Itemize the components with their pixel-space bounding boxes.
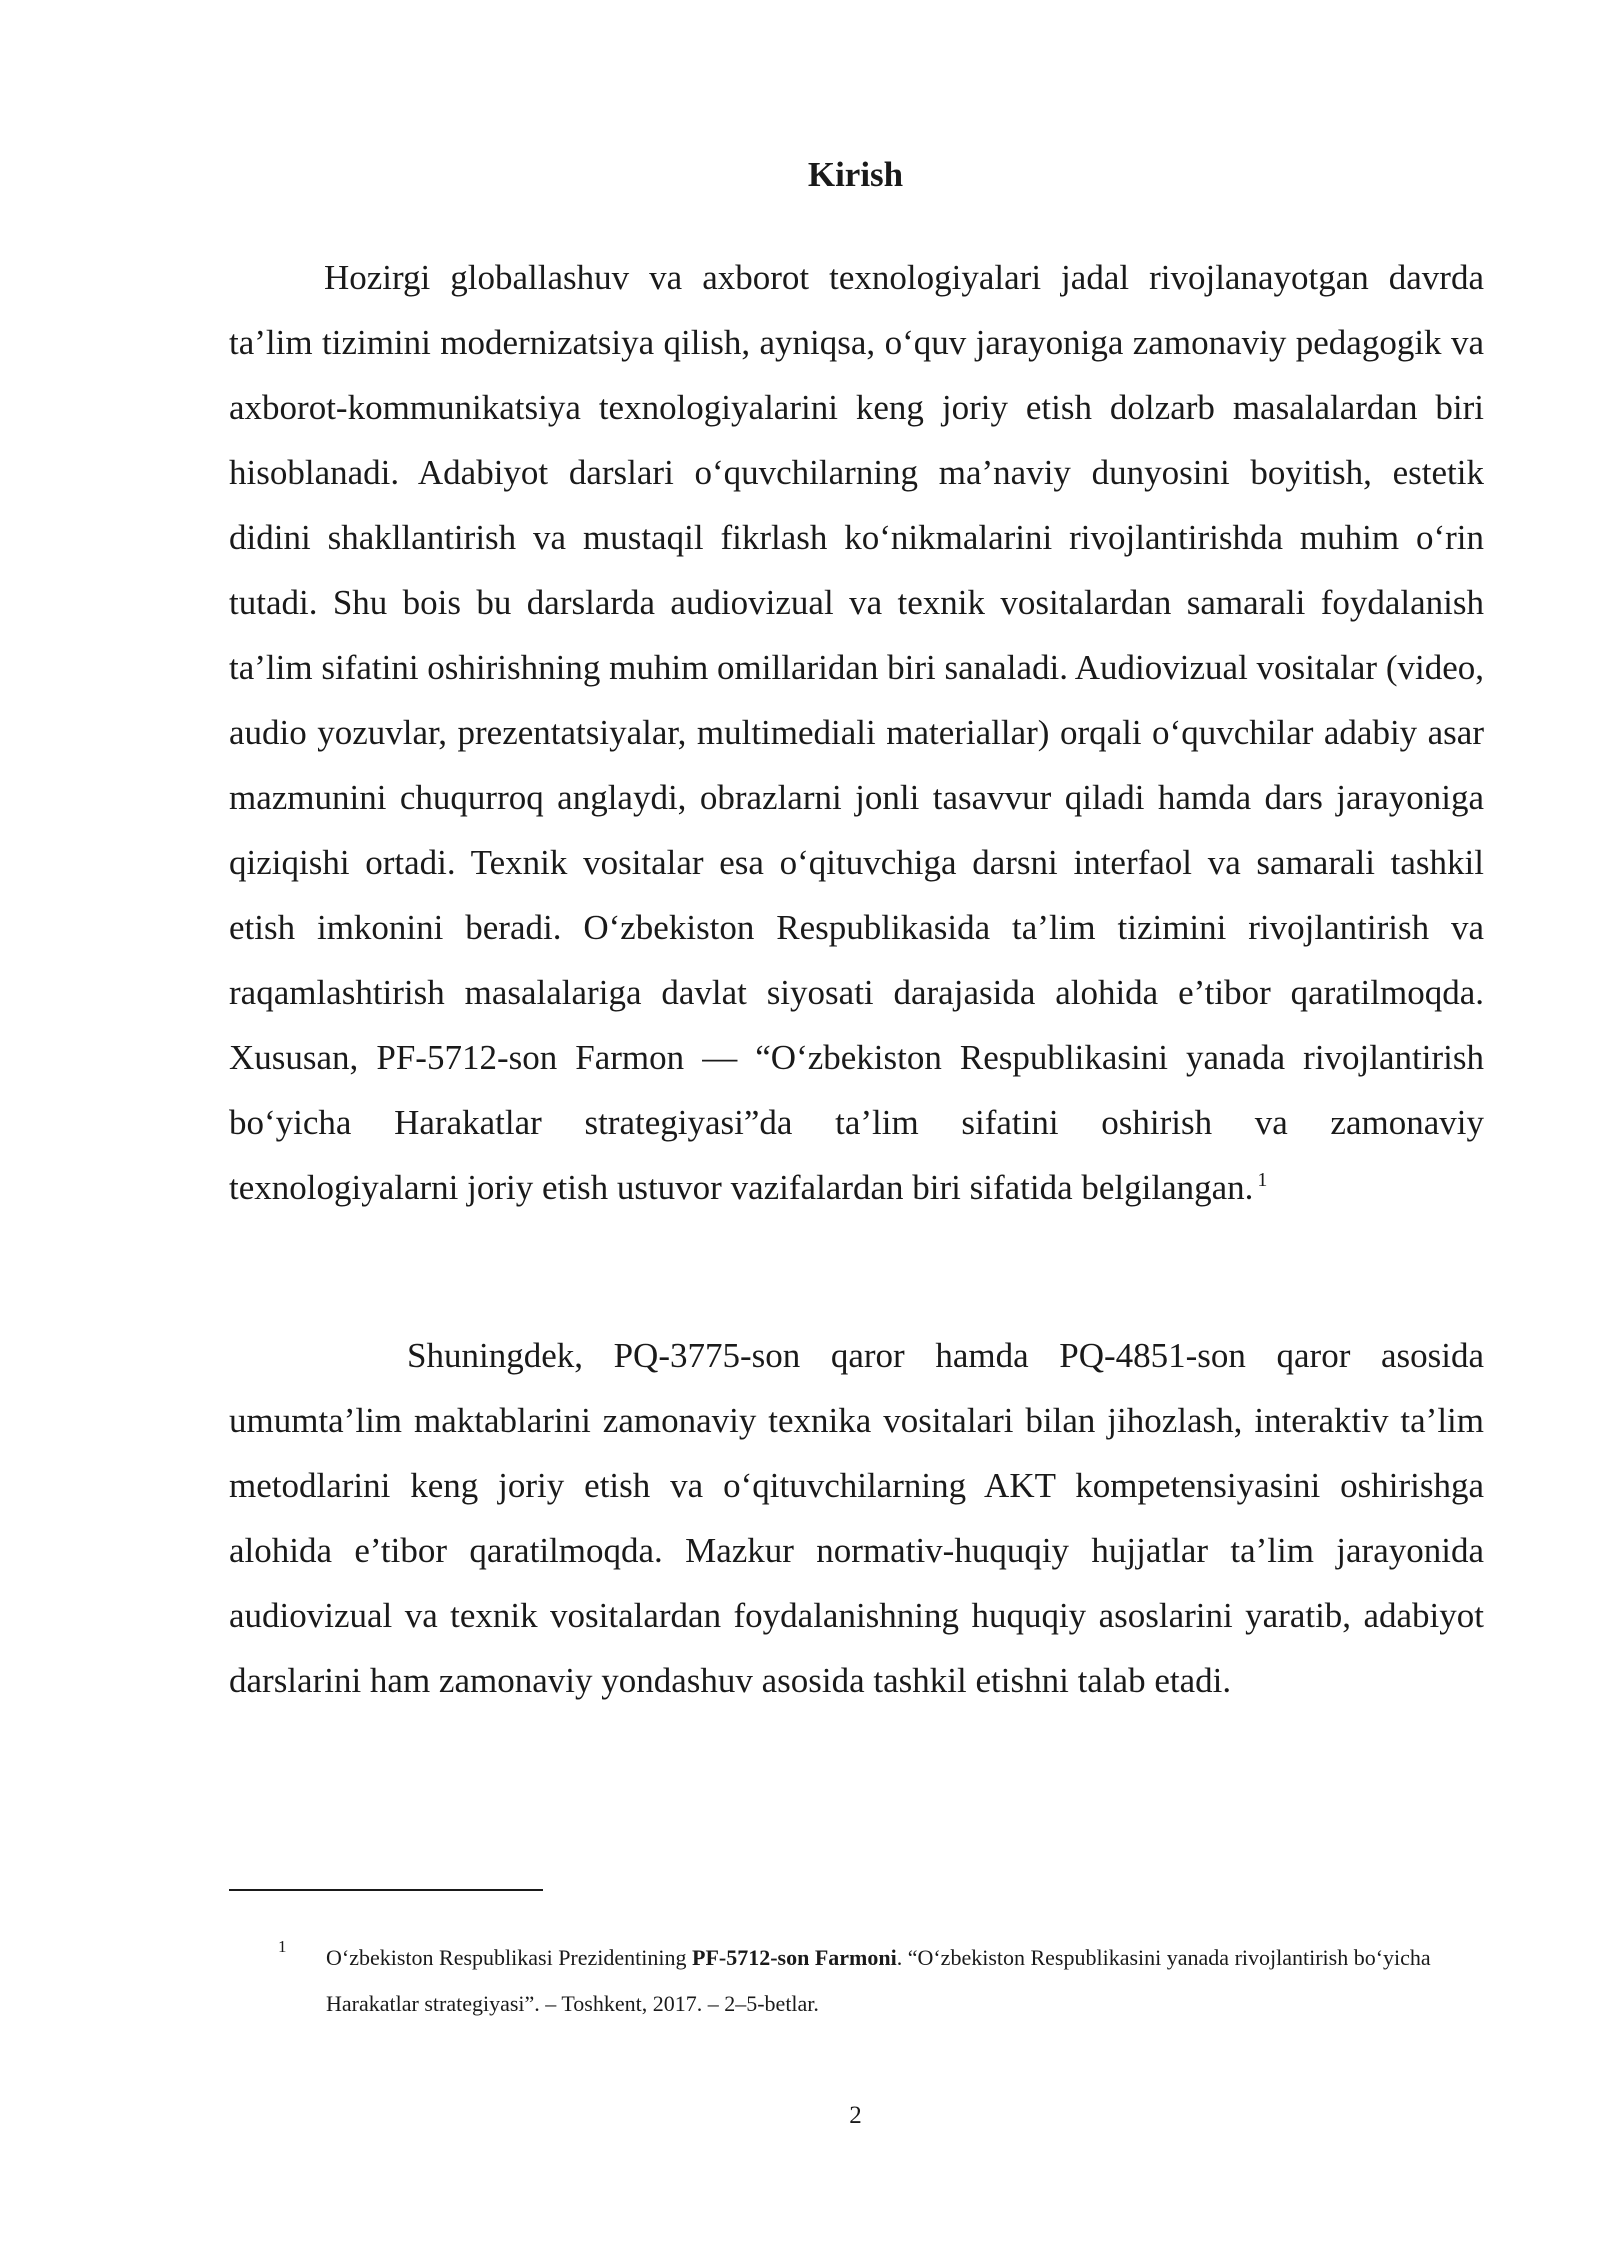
page-title: Kirish [807, 155, 904, 194]
footnote-reference: 1 [1257, 1169, 1268, 1192]
intro-paragraph-2: Shuningdek, PQ-3775-son qaror hamda PQ-4851-son qaror asosida umumta’lim maktablarini zamonaviy texnika vositalari bilan jihozlash, interaktiv ta’lim metodlarini keng joriy etish va o‘qituvchilarning AKT kompetensiyasini oshirishga alohida e’tibor qaratilmoqda. Mazkur normativ-huquqiy hujjatlar ta’lim jarayonida audiovizual va texnik vositalardan foydalanishning huquqiy asoslarini yaratib, adabiyot darslarini ham zamonaviy yondashuv asosida tashkil etishni talab etadi. [229, 1336, 1484, 1700]
footnote-separator [229, 1889, 543, 1891]
footnote-number: 1 [278, 1937, 287, 1956]
footnote [278, 1935, 1486, 2027]
footnote-text-before: O‘zbekiston Respublikasi Prezidentining [326, 1945, 692, 1970]
footnote-text-bold: PF-5712-son Farmoni [692, 1945, 897, 1970]
page-number: 2 [849, 2102, 862, 2129]
paragraph-1-text: Hozirgi globallashuv va axborot texnologiyalari jadal rivojlanayotgan davrda ta’lim tizimini modernizatsiya qilish, ayniqsa, o‘quv jarayoniga zamonaviy pedagogik va axborot-kommunikatsiya texnologiyalarini keng joriy etish dolzarb masalalardan biri hisoblanadi. Adabiyot darslari o‘quvchilarning ma’naviy dunyosini boyitish, estetik didini shakllantirish va mustaqil fikrlash ko‘nikmalarini rivojlantirishda muhim o‘rin tutadi. Shu bois bu darslarda audiovizual va texnik vositalardan samarali foydalanish ta’lim sifatini oshirishning muhim omillaridan biri sanaladi. Audiovizual vositalar (video, audio yozuvlar, prezentatsiyalar, multimediali materiallar) orqali o‘quvchilar adabiy asar mazmunini chuqurroq anglaydi, obrazlarni jonli tasavvur qiladi hamda dars jarayoniga qiziqishi ortadi. Texnik vositalar esa o‘qituvchiga darsni interfaol va samarali tashkil etish imkonini beradi. O‘zbekiston Respublikasida ta’lim tizimini rivojlantirish va raqamlashtirish masalalariga davlat siyosati darajasida alohida e’tibor qaratilmoqda. Xususan, PF-5712-son Farmon — “O‘zbekiston Respublikasini yanada rivojlantirish bo‘yicha Harakatlar strategiyasi”da ta’lim sifatini oshirish va zamonaviy texnologiyalarni joriy etish ustuvor vazifalardan biri sifatida belgilangan. [229, 258, 1484, 1207]
intro-paragraph-1 [229, 245, 1484, 1220]
footnote-text-after: . “O‘zbekiston Respublikasini yanada rivojlantirish bo‘yicha Harakatlar strategiyasi”. – Toshkent, 2017. – 2–5-betlar. [326, 1945, 1431, 2016]
